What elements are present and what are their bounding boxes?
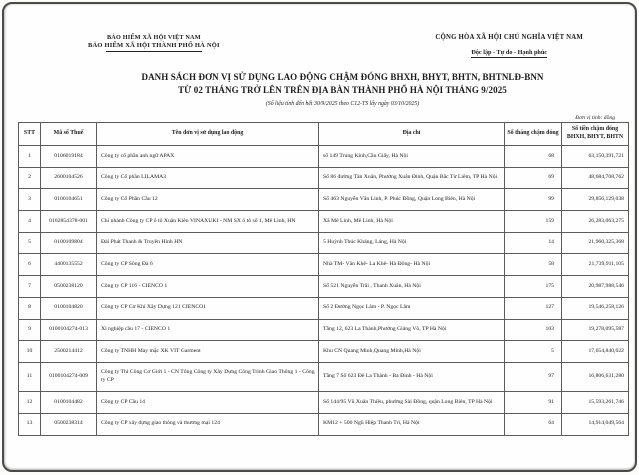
cell-stt: 13 — [19, 413, 41, 435]
cell-tax-code: 0100104482 — [41, 392, 97, 414]
cell-company-name: Công ty CP Cầu 14 — [97, 392, 319, 414]
table-row — [19, 254, 629, 276]
cell-months-late: 69 — [505, 167, 562, 189]
cell-stt: 10 — [19, 341, 41, 363]
cell-tax-code: 0102854378-001 — [41, 211, 97, 233]
unit-note: Đơn vị tính: đồng — [575, 115, 615, 122]
cell-stt: 11 — [19, 362, 41, 391]
cell-amount-late: 26,283,063,275 — [562, 211, 629, 233]
cell-address: Khu CN Quang Minh,Quang Minh,Hà Nội — [319, 341, 505, 363]
cell-amount-late: 17,654,840,022 — [562, 341, 629, 363]
table-row — [19, 167, 629, 189]
cell-address: Số 463 Nguyễn Văn Linh, P. Phúc Đồng, Quận Long Biên, Hà Nội — [319, 189, 505, 211]
cell-tax-code: 2600104526 — [41, 167, 97, 189]
cell-months-late: 68 — [505, 146, 562, 168]
document-page — [2, 2, 637, 472]
cell-address: Số 86 đường Tân Xuân, Phường Xuân Đỉnh, Quận Bắc Từ Liêm, TP Hà Nội — [319, 167, 505, 189]
cell-stt: 2 — [19, 167, 41, 189]
cell-stt: 8 — [19, 297, 41, 319]
cell-tax-code: 0500238120 — [41, 276, 97, 298]
cell-stt: 7 — [19, 276, 41, 298]
cell-stt: 1 — [19, 146, 41, 168]
cell-company-name: Xí nghiệp cầu 17 - CIENCO 1 — [97, 319, 319, 341]
cell-months-late: 64 — [505, 413, 562, 435]
table-row — [19, 232, 629, 254]
col-header-months-late: Số tháng chậm đóng — [505, 123, 562, 146]
cell-amount-late: 20,987,988,546 — [562, 276, 629, 298]
cell-company-name: Công ty CP Cơ Khí Xây Dựng 121 CIENCO1 — [97, 297, 319, 319]
col-header-amount-late: Số tiền chậm đóng BHXH, BHYT, BHTN — [562, 123, 629, 146]
cell-stt: 4 — [19, 211, 41, 233]
cell-amount-late: 63,150,391,721 — [562, 146, 629, 168]
cell-company-name: Công ty CP Sông Đà 6 — [97, 254, 319, 276]
cell-company-name: Công ty Thi Công Cơ Giới 1 - CN Tổng Công ty Xây Dựng Công Trình Giao Thông 1 - Công ty CP — [97, 362, 319, 391]
republic-title: CỘNG HÒA XÃ HỘI CHỦ NGHĨA VIỆT NAM — [435, 34, 583, 41]
cell-company-name: Công ty cổ phần anh ngữ APAX — [97, 146, 319, 168]
cell-amount-late: 14,914,049,564 — [562, 413, 629, 435]
cell-amount-late: 21,960,325,368 — [562, 232, 629, 254]
late-payment-table — [18, 122, 629, 436]
cell-months-late: 159 — [505, 211, 562, 233]
cell-stt: 12 — [19, 392, 41, 414]
cell-months-late: 175 — [505, 276, 562, 298]
cell-company-name: Công ty TNHH May mặc XK VIT Garment — [97, 341, 319, 363]
issuing-agency-block — [88, 34, 220, 59]
cell-company-name: Đài Phát Thanh & Truyền Hình HN — [97, 232, 319, 254]
cell-amount-late: 48,684,708,762 — [562, 167, 629, 189]
cell-tax-code: 0100109804 — [41, 232, 97, 254]
cell-amount-late: 21,739,911,105 — [562, 254, 629, 276]
motto-text: Độc lập - Tự do - Hạnh phúc — [471, 49, 548, 56]
table-header-row — [19, 123, 629, 146]
cell-tax-code: 2500214412 — [41, 341, 97, 363]
cell-company-name: Công ty CP xây dựng giao thông và thương mại 124 — [97, 413, 319, 435]
cell-address: 5 Huỳnh Thúc Kháng, Láng, Hà Nội — [319, 232, 505, 254]
cell-company-name: Công ty CP 116 - CIENCO 1 — [97, 276, 319, 298]
cell-amount-late: 19,546,258,126 — [562, 297, 629, 319]
cell-address: số 149 Trung Kính,Cầu Giấy, Hà Nội — [319, 146, 505, 168]
table-row — [19, 341, 629, 363]
col-header-stt: STT — [19, 123, 41, 146]
cell-stt: 6 — [19, 254, 41, 276]
title-line-2: TỪ 02 THÁNG TRỞ LÊN TRÊN ĐỊA BÀN THÀNH PHỐ HÀ NỘI THÁNG 9/2025 — [178, 85, 507, 96]
cell-tax-code: 4400135552 — [41, 254, 97, 276]
table-row — [19, 146, 629, 168]
cell-amount-late: 19,278,095,587 — [562, 319, 629, 341]
cell-tax-code: 0106019184 — [41, 146, 97, 168]
cell-months-late: 97 — [505, 362, 562, 391]
col-header-address: Địa chỉ — [319, 123, 505, 146]
title-line-1: DANH SÁCH ĐƠN VỊ SỬ DỤNG LAO ĐỘNG CHẬM ĐÓNG BHXH, BHYT, BHTN, BHTNLĐ-BNN — [141, 72, 544, 82]
table-row — [19, 211, 629, 233]
cell-amount-late: 29,856,129,038 — [562, 189, 629, 211]
document-title — [4, 71, 635, 107]
cell-company-name: Công ty Cổ phần LILAMA3 — [97, 167, 319, 189]
cell-tax-code: 0100104274-013 — [41, 319, 97, 341]
table-row — [19, 319, 629, 341]
cell-address: Số 144/95 Vũ Xuân Thiều, phường Sài Đồng, quận Long Biên, TP Hà Nội — [319, 392, 505, 414]
cell-tax-code: 0500238314 — [41, 413, 97, 435]
national-motto-block — [435, 34, 583, 59]
cell-company-name: Công ty Cổ Phần Cầu 12 — [97, 189, 319, 211]
cell-address: Nhà TM- Văn Khê- La Khê- Hà Đông- Hà Nội — [319, 254, 505, 276]
cell-months-late: 127 — [505, 297, 562, 319]
cell-address: Xã Mê Linh, Mê Linh, Hà Nội — [319, 211, 505, 233]
cell-stt: 5 — [19, 232, 41, 254]
agency-name: BẢO HIỂM XÃ HỘI THÀNH PHỐ HÀ NỘI — [88, 42, 220, 49]
col-header-company-name: Tên đơn vị sử dụng lao động — [97, 123, 319, 146]
cell-tax-code: 0100104274-009 — [41, 362, 97, 391]
cell-months-late: 103 — [505, 319, 562, 341]
table-row — [19, 392, 629, 414]
cell-months-late: 99 — [505, 189, 562, 211]
table-row — [19, 413, 629, 435]
cell-months-late: 91 — [505, 392, 562, 414]
cell-months-late: 58 — [505, 254, 562, 276]
cell-stt: 9 — [19, 319, 41, 341]
cell-tax-code: 0100104820 — [41, 297, 97, 319]
document-header — [4, 34, 635, 59]
title-subtitle: (Số liệu tính đến hết 30/9/2025 theo C12-TS lấy ngày 03/10/2025) — [265, 101, 420, 108]
cell-address: Tầng 12, 623 La Thành,Phường Giảng Võ, TP Hà Nội — [319, 319, 505, 341]
table-row — [19, 189, 629, 211]
cell-amount-late: 15,593,261,746 — [562, 392, 629, 414]
table-row — [19, 362, 629, 391]
cell-address: Số 2 Đường Ngọc Lâm - P. Ngọc Lâm — [319, 297, 505, 319]
cell-address: KM12 + 500 Ngũ Hiệp Thanh Trì, Hà Nội — [319, 413, 505, 435]
cell-company-name: Chi nhánh Công ty CP ô tô Xuân Kiên VINAXUKI - NM SX ô tô số 1, Mê Linh, HN — [97, 211, 319, 233]
cell-months-late: 5 — [505, 341, 562, 363]
table-row — [19, 297, 629, 319]
cell-address: Số 521 Nguyễn Trãi , Thanh Xuân, Hà Nội — [319, 276, 505, 298]
table-body — [19, 146, 629, 436]
table-row — [19, 276, 629, 298]
col-header-tax-code: Mã số Thuế — [41, 123, 97, 146]
cell-months-late: 14 — [505, 232, 562, 254]
cell-stt: 3 — [19, 189, 41, 211]
cell-tax-code: 0100104651 — [41, 189, 97, 211]
agency-underline — [106, 51, 202, 52]
cell-address: Tầng 7 Số 623 Đê La Thành - Ba Đình - Hà Nội — [319, 362, 505, 391]
agency-parent-name: BẢO HIỂM XÃ HỘI VIỆT NAM — [106, 34, 201, 41]
cell-amount-late: 16,806,631,280 — [562, 362, 629, 391]
